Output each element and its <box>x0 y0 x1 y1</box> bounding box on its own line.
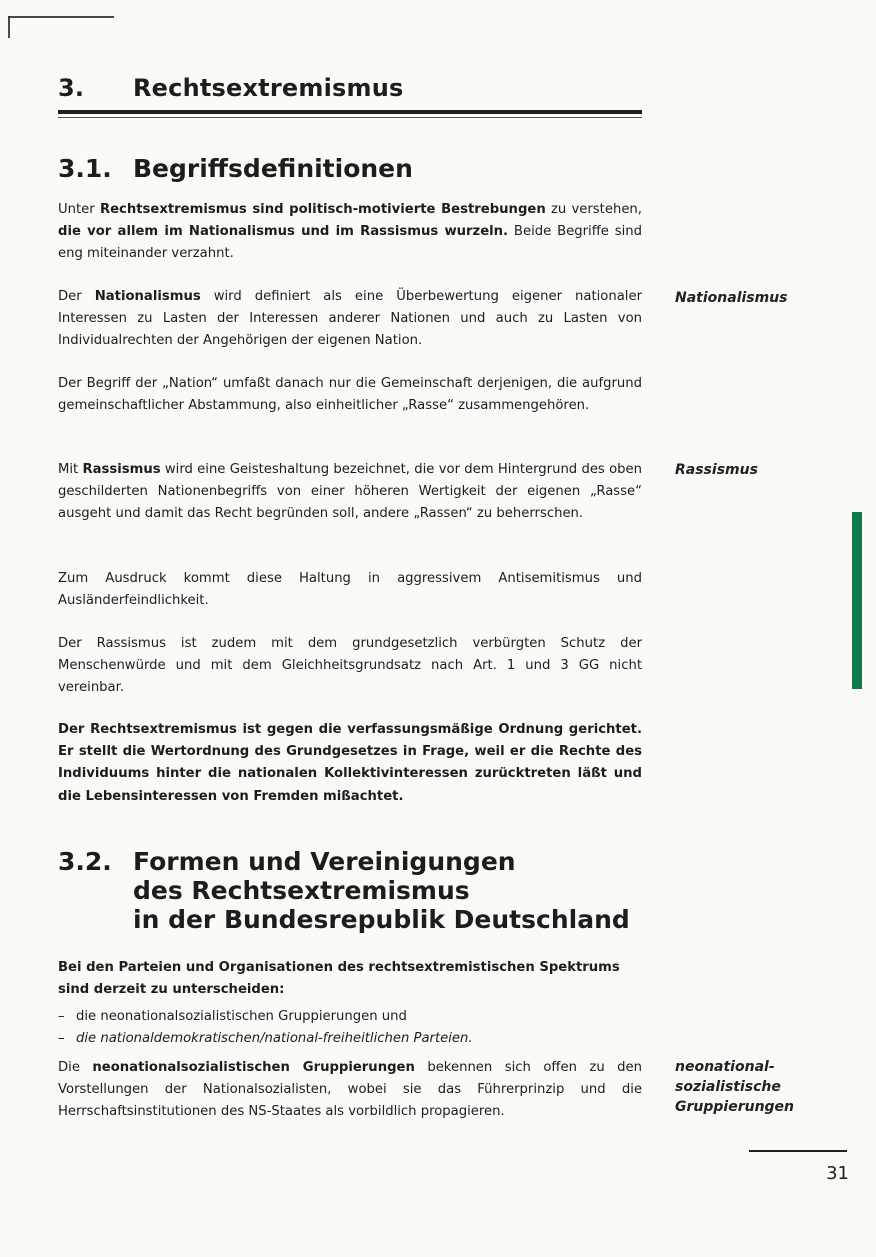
paragraph-neonationalsozialistisch <box>58 1057 642 1124</box>
margin-note-nationalismus: Nationalismus <box>675 290 788 306</box>
paragraph-nationalismus <box>58 286 642 353</box>
paragraph-text: Die <box>58 1060 93 1075</box>
paragraph-text: Unter <box>58 202 100 217</box>
margin-note-line: sozialistische <box>675 1079 781 1095</box>
paragraph-text: wird eine Geisteshaltung bezeichnet, die vor dem Hintergrund des oben geschilderten Nationenbegriffs von einer höheren Wertigkeit der eigenen „Rasse“ ausgeht und damit das Recht begründen soll, andere „Rassen“ zu beherrschen. <box>58 462 642 522</box>
bold-term: Rechtsextremismus sind politisch-motivierte Bestrebungen <box>99 202 546 217</box>
bold-term: Rassismus <box>82 462 161 477</box>
green-accent-bar <box>852 512 862 689</box>
chapter-heading <box>58 74 642 105</box>
chapter-number: 3. <box>58 74 85 102</box>
bold-paragraph: Der Rechtsextremismus ist gegen die verfassungsmäßige Ordnung gerichtet. Er stellt die Wertordnung des Grundgesetzes in Frage, weil er die Rechte des Individuums hinter die nationalen Kollektivinteressen zurücktreten läßt und die Lebensinteressen von Fremden mißachtet. <box>58 722 642 804</box>
section-2-title-line-3: in der Bundesrepublik Deutschland <box>133 905 630 934</box>
paragraph-text: wird definiert als eine Überbewertung eigener nationaler Interessen zu Lasten der Interessen anderer Nationen und auch zu Lasten von Individualrechten der Angehörigen der eigenen Nation. <box>58 289 642 349</box>
margin-note-line: Gruppierungen <box>675 1099 795 1115</box>
margin-note-rassismus: Rassismus <box>675 462 758 478</box>
section-2-lead: Bei den Parteien und Organisationen des rechtsextremistischen Spektrums sind derzeit zu unterscheiden: <box>58 960 620 997</box>
list-item: – die neonationalsozialistischen Gruppierungen und <box>58 1006 642 1028</box>
paragraph-rassismus <box>58 459 642 526</box>
footer-rule <box>749 1150 847 1152</box>
section-2-number: 3.2. <box>58 847 112 876</box>
bold-term: neonationalsozialistischen Gruppierungen <box>92 1060 415 1075</box>
chapter-divider <box>58 110 642 114</box>
section-1-number: 3.1. <box>58 154 112 183</box>
bold-term: Nationalismus <box>94 289 201 304</box>
section-2-heading <box>58 847 642 939</box>
paragraph-text: bekennen sich offen zu den Vorstellungen der Nationalsozialisten, wobei sie das Führerprinzip und die Herrschaftsinstitutionen des NS-Staates als vorbildlich propagieren. <box>58 1060 643 1120</box>
section-1-title: Begriffsdefinitionen <box>133 154 413 183</box>
margin-note-neonational-gruppierungen <box>675 1057 835 1117</box>
paragraph-text: Beide Begriffe sind eng miteinander verzahnt. <box>58 224 642 262</box>
page-number: 31 <box>826 1163 849 1184</box>
paragraph-grundgesetz: Der Rassismus ist zudem mit dem grundgesetzlich verbürgten Schutz der Menschenwürde und mit dem Gleichheitsgrundsatz nach Art. 1 und 3 GG nicht vereinbar. <box>58 636 642 696</box>
section-2-title-line-2: des Rechtsextremismus <box>133 876 470 905</box>
paragraph-text: Mit <box>58 462 83 477</box>
paragraph-verfassung <box>58 719 642 808</box>
paragraph-text: Der <box>58 289 95 304</box>
paragraph-nation-begriff: Der Begriff der „Nation“ umfaßt danach nur die Gemeinschaft derjenigen, die aufgrund gemeinschaftlicher Abstammung, also einheitlicher „Rasse“ zusammengehören. <box>58 376 642 414</box>
list-item: – die nationaldemokratischen/national-freiheitlichen Parteien. <box>58 1028 642 1050</box>
paragraph-text: zu verstehen, <box>545 202 642 217</box>
chapter-title: Rechtsextremismus <box>133 74 404 102</box>
section-2-title-line-1: Formen und Vereinigungen <box>133 847 516 876</box>
paragraph-ausdruck: Zum Ausdruck kommt diese Haltung in aggressivem Antisemitismus und Ausländerfeindlichkeit. <box>58 571 642 609</box>
crop-mark <box>8 16 114 38</box>
margin-note-line: neonational- <box>675 1059 775 1075</box>
paragraph-rechtsextremismus-definition <box>58 199 642 266</box>
bold-term: die vor allem im Nationalismus und im Rassismus wurzeln. <box>58 224 509 240</box>
party-types-list <box>58 1006 642 1050</box>
